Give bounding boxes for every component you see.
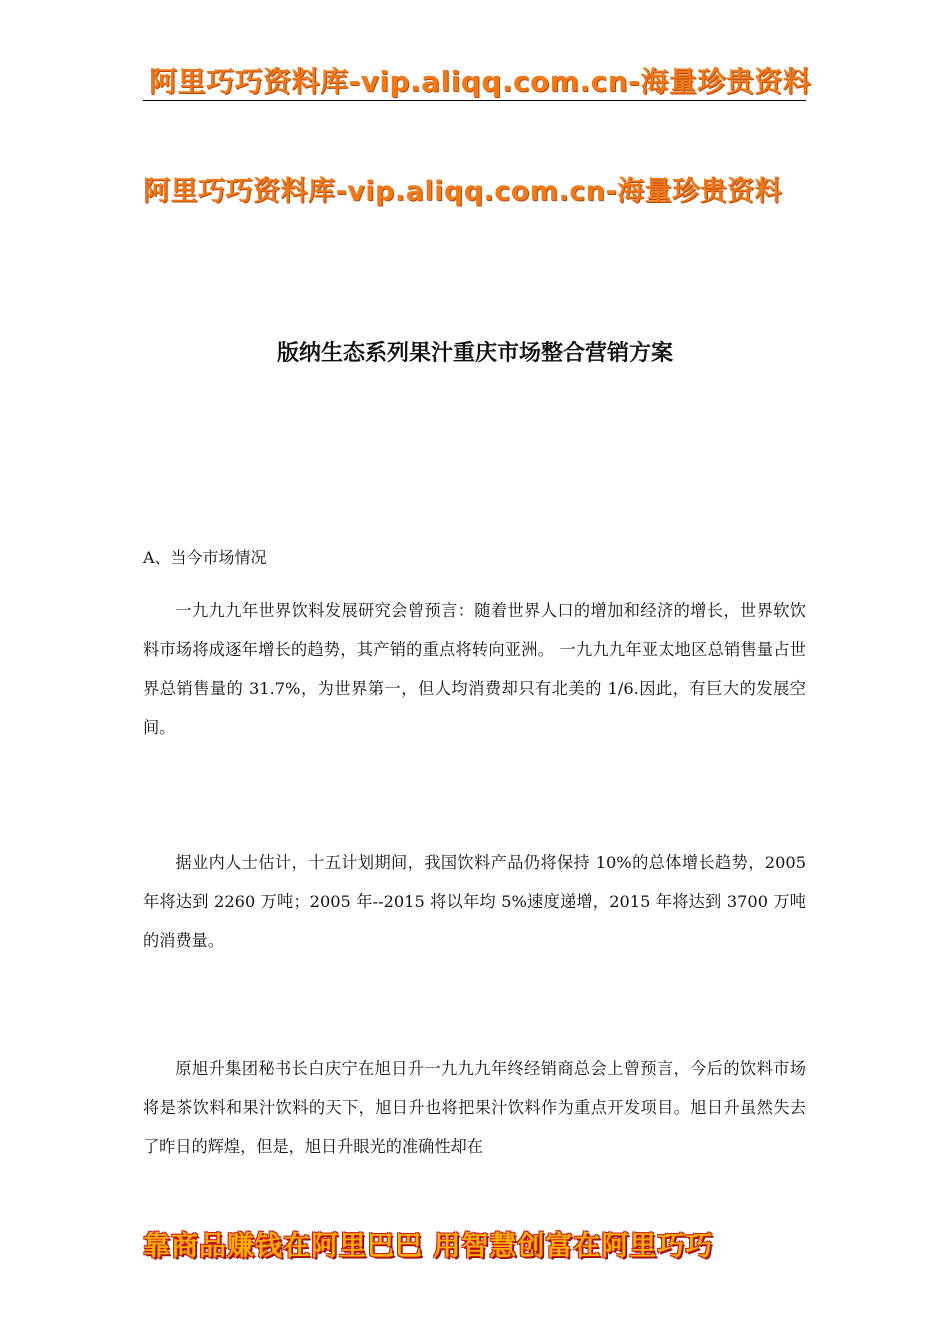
sub-banner: 阿里巧巧资料库-vip.aliqq.com.cn-海量珍贵资料 (143, 176, 783, 207)
header-divider (143, 100, 806, 101)
body-paragraph: 一九九九年世界饮料发展研究会曾预言：随着世界人口的增加和经济的增长，世界软饮料市场将成逐年增长的趋势，其产销的重点将转向亚洲。 一九九九年亚太地区总销售量占世界总销售量的 31.7%，为世界第一，但人均消费却只有北美的 1/6.因此，有巨大的发展空间。 (143, 601, 806, 737)
header-banner: 阿里巧巧资料库-vip.aliqq.com.cn-海量珍贵资料 (149, 65, 812, 98)
document-title: 版纳生态系列果汁重庆市场整合营销方案 (276, 340, 673, 366)
body-paragraph: 原旭升集团秘书长白庆宁在旭日升一九九九年终经销商总会上曾预言，今后的饮料市场将是茶饮料和果汁饮料的天下，旭日升也将把果汁饮料作为重点开发项目。旭日升虽然失去了昨日的辉煌，但是，旭日升眼光的准确性却在 (143, 1059, 806, 1156)
section-a-heading: A、当今市场情况 (143, 548, 267, 567)
body-paragraph: 据业内人士估计，十五计划期间，我国饮料产品仍将保持 10%的总体增长趋势，2005 年将达到 2260 万吨；2005 年--2015 将以年均 5%速度递增，2015 年将达到 3700 万吨的消费量。 (143, 853, 806, 950)
footer-banner: 靠商品赚钱在阿里巴巴 用智慧创富在阿里巧巧 (143, 1231, 714, 1262)
